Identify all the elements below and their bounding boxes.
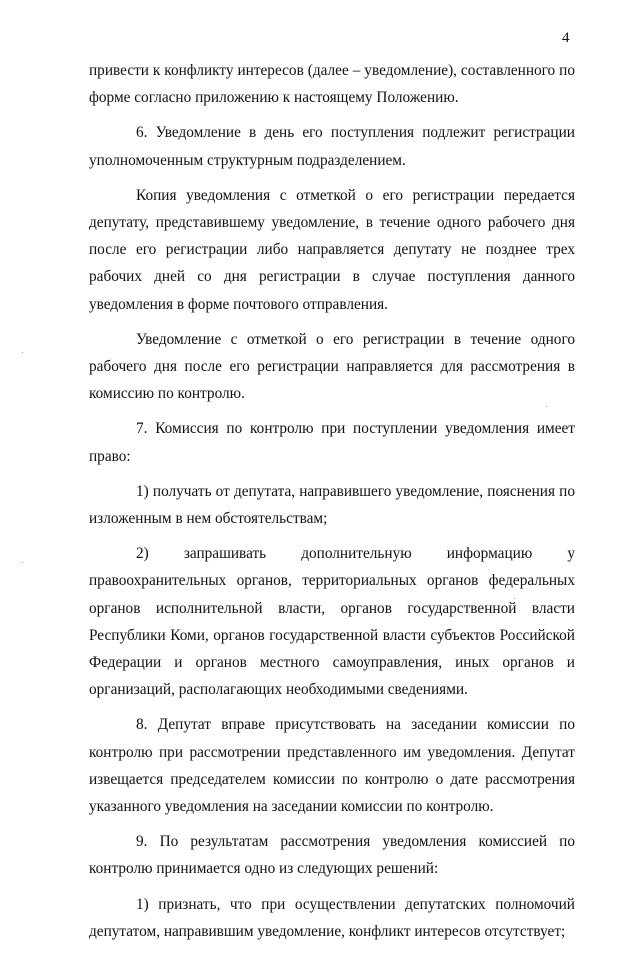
scan-speck bbox=[22, 562, 23, 563]
paragraph-notice-copy: Копия уведомления с отметкой о его регистрации передается депутату, представившему уведомление, в течение одного рабочего дня после его регистрации либо направляется депутату не позднее трех рабочих дней со дня регистрации в случае поступления данного уведомления в форме почтового отправления. bbox=[89, 186, 575, 313]
paragraph-continuation: привести к конфликту интересов (далее – уведомление), составленного по форме согласно приложению к настоящему Положению. bbox=[89, 62, 575, 107]
paragraph-item-9: 9. По результатам рассмотрения уведомления комиссией по контролю принимается одно из следующих решений: bbox=[89, 833, 575, 878]
scan-speck bbox=[514, 598, 515, 599]
paragraph-notice-forwarding: Уведомление с отметкой о его регистрации в течение одного рабочего дня после его регистрации направляется для рассмотрения в комиссию по контролю. bbox=[89, 330, 575, 403]
page-number: 4 bbox=[562, 30, 570, 46]
paragraph-item-8: 8. Депутат вправе присутствовать на заседании комиссии по контролю при рассмотрении представленного им уведомления. Депутат извещается председателем комиссии по контролю о дате рассмотрения указанного уведомления на заседании комиссии по контролю. bbox=[89, 716, 575, 816]
scan-speck bbox=[22, 352, 23, 353]
paragraph-item-6: 6. Уведомление в день его поступления подлежит регистрации уполномоченным структурным подразделением. bbox=[89, 124, 575, 169]
paragraph-item-7-sub-2: 2) запрашивать дополнительную информацию у правоохранительных органов, территориальных органов федеральных органов исполнительной власти, органов государственной власти Республики Коми, органов государственной власти субъектов Российской Федерации и органов местного самоуправления, иных органов и организаций, располагающих необходимыми сведениями. bbox=[89, 545, 575, 699]
paragraph-item-9-sub-1: 1) признать, что при осуществлении депутатских полномочий депутатом, направившим уведомление, конфликт интересов отсутствует; bbox=[89, 895, 575, 940]
document-body bbox=[89, 57, 575, 953]
scan-speck bbox=[546, 406, 547, 407]
paragraph-item-7-sub-1: 1) получать от депутата, направившего уведомление, пояснения по изложенным в нем обстоятельствам; bbox=[89, 482, 575, 528]
paragraph-item-7: 7. Комиссия по контролю при поступлении уведомления имеет право: bbox=[89, 420, 575, 465]
